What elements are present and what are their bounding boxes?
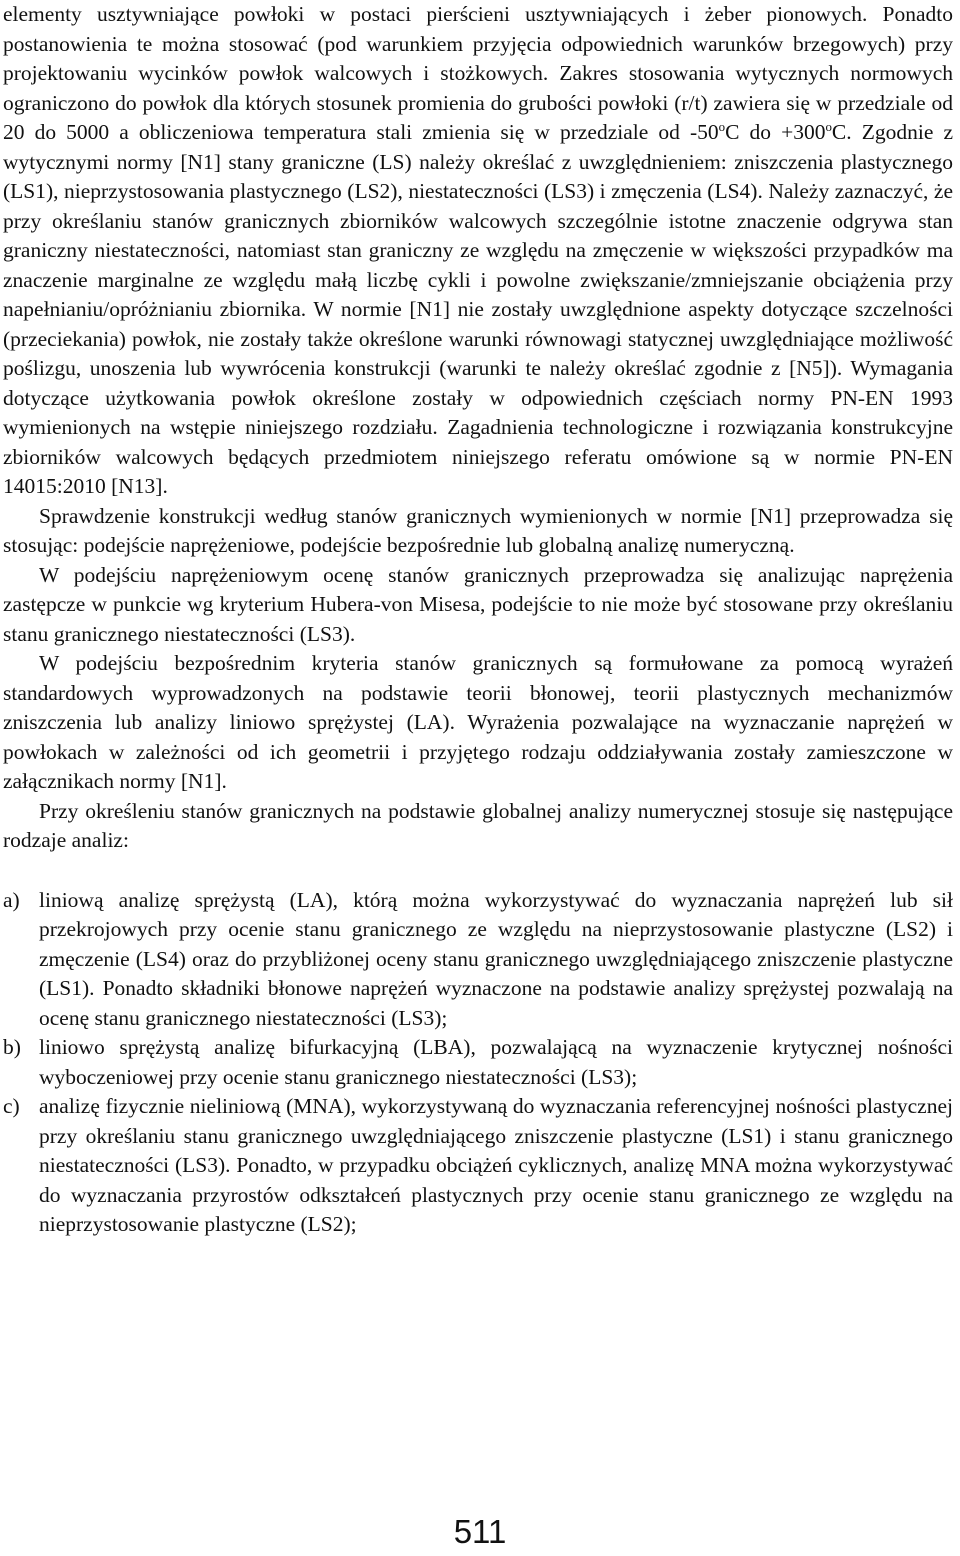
list-item bbox=[3, 886, 953, 1034]
paragraph-global-analysis: Przy określeniu stanów granicznych na podstawie globalnej analizy numerycznej stosuje się następujące rodzaje analiz: bbox=[3, 798, 953, 852]
paragraph-direct-approach: W podejściu bezpośrednim kryteria stanów granicznych są formułowane za pomocą wyrażeń standardowych wyprowadzonych na podstawie teorii błonowej, teorii plastycznych mechanizmów zniszczenia lub analizy liniowo sprężystej (LA). Wyrażenia pozwalające na wyznaczanie naprężeń w powłokach w zależności od ich geometrii i przyjętego rodzaju oddziaływania zostały zamieszczone w załącznikach normy [N1]. bbox=[3, 651, 953, 793]
list-item-text: liniową analizę sprężystą (LA), którą można wykorzystywać do wyznaczania naprężeń lub sił przekrojowych przy ocenie stanu granicznego ze względu na nieprzystosowanie plastyczne (LS2) i zmęczenie (LS4) oraz do przybliżonej oceny stanu granicznego uwzględniającego zniszczenie plastyczne (LS1). Ponadto składniki błonowe naprężeń wyznaczone na podstawie analizy sprężystej pozwalają na ocenę stanu granicznego niestateczności (LS3); bbox=[39, 887, 953, 1030]
degree-superscript-1: o bbox=[718, 119, 726, 134]
paragraph-scope-part-b: C do +300 bbox=[725, 120, 826, 144]
document-page bbox=[3, 0, 953, 1240]
list-marker: c) bbox=[3, 1094, 20, 1118]
list-item-text: liniowo sprężystą analizę bifurkacyjną (LBA), pozwalającą na wyznaczenie krytycznej nośności wyboczeniowej przy ocenie stanu granicznego niestateczności (LS3); bbox=[39, 1035, 953, 1089]
degree-superscript-2: o bbox=[825, 119, 832, 134]
list-item-text: analizę fizycznie nieliniową (MNA), wykorzystywaną do wyznaczania referencyjnej nośności plastycznej przy określaniu stanu granicznego uwzględniającego zniszczenie plastyczne (LS1) i stanu granicznego niestateczności (LS3). Ponadto, w przypadku obciążeń cyklicznych, analizę MNA można wykorzystywać do wyznaczania przyrostów odkształceń plastycznych przy ocenie stanu granicznego ze względu na nieprzystosowanie plastyczne (LS2); bbox=[39, 1094, 953, 1236]
page-number: 511 bbox=[453, 1513, 507, 1550]
paragraph-scope bbox=[3, 0, 953, 502]
list-item bbox=[3, 1033, 953, 1092]
paragraph-verification-approaches: Sprawdzenie konstrukcji według stanów granicznych wymienionych w normie [N1] przeprowadza się stosując: podejście naprężeniowe, podejście bezpośrednie lub globalną analizę numeryczną. bbox=[3, 503, 953, 557]
paragraph-scope-part-a: elementy usztywniające powłoki w postaci pierścieni usztywniających i żeber pionowych. Ponadto postanowienia te można stosować (pod warunkiem przyjęcia odpowiednich warunków brzegowych) przy projektowaniu wycinków powłok walcowych i stożkowych. Zakres stosowania wytycznych normowych ograniczono do powłok dla których stosunek promienia do grubości powłoki (r/t) zawiera się w przedziale od 20 do 5000 a obliczeniowa temperatura stali zmienia się w przedziale od -50 bbox=[3, 2, 953, 144]
analysis-types-list bbox=[3, 886, 953, 1240]
paragraph-scope-part-c: C. Zgodnie z wytycznymi normy [N1] stany graniczne (LS) należy określać z uwzględnieniem: zniszczenia plastycznego (LS1), nieprzystosowania plastycznego (LS2), niestateczności (LS3) i zmęczenia (LS4). Należy zaznaczyć, że przy określaniu stanów granicznych zbiorników walcowych szczególnie istotne znaczenie odgrywa stan graniczny niestateczności, natomiast stan graniczny ze względu na zmęczenie w większości przypadków ma znaczenie marginalne ze względu małą liczbę cykli i powolne zwiększanie/zmniejszanie obciążenia przy napełnianiu/opróżnianiu zbiornika. W normie [N1] nie zostały uwzględnione aspekty dotyczące szczelności (przeciekania) powłok, nie zostały także określone warunki równowagi statycznej uwzględniające możliwość poślizgu, unoszenia lub wywrócenia konstrukcji (warunki te należy określać zgodnie z [N5]). Wymagania dotyczące użytkowania powłok określone zostały w odpowiednich częściach normy PN-EN 1993 wymienionych na wstępie niniejszego rozdziału. Zagadnienia technologiczne i rozwiązania konstrukcyjne zbiorników walcowych będących przedmiotem niniejszego referatu omówione są w normie PN-EN 14015:2010 [N13]. bbox=[3, 120, 953, 498]
list-item bbox=[3, 1092, 953, 1240]
list-marker: b) bbox=[3, 1035, 21, 1059]
list-marker: a) bbox=[3, 887, 20, 912]
paragraph-stress-approach: W podejściu naprężeniowym ocenę stanów granicznych przeprowadza się analizując naprężenia zastępcze w punkcie wg kryterium Hubera-von Misesa, podejście to nie może być stosowane przy określaniu stanu granicznego niestateczności (LS3). bbox=[3, 562, 953, 646]
